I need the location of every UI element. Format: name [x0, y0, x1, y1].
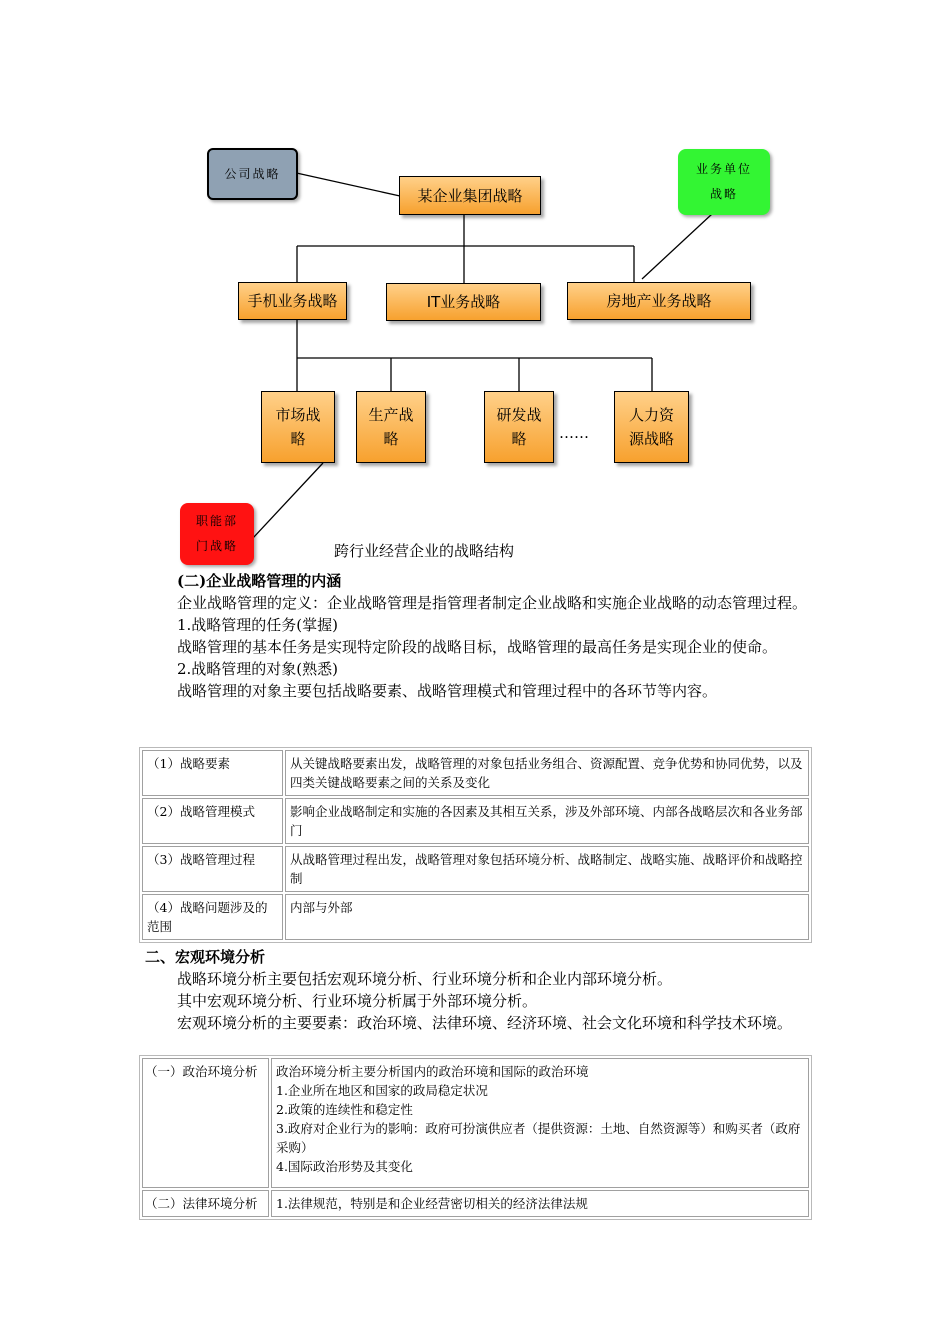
row-label: （3）战略管理过程: [142, 846, 283, 892]
row-label: （1）战略要素: [142, 750, 283, 796]
definition-paragraph: 企业战略管理的定义：企业战略管理是指管理者制定企业战略和实施企业战略的动态管理过程。: [177, 594, 808, 612]
paragraph: 宏观环境分析的主要要素：政治环境、法律环境、经济环境、社会文化环境和科学技术环境。: [177, 1014, 793, 1032]
production-strategy-box: 生产战 略: [356, 391, 426, 463]
row-text: 影响企业战略制定和实施的各因素及其相互关系，涉及外部环境、内部各战略层次和各业务部门: [285, 798, 809, 844]
it-business-strategy-box: IT业务战略: [386, 283, 541, 321]
table-row: [142, 846, 809, 892]
task-paragraph: 战略管理的基本任务是实现特定阶段的战略目标，战略管理的最高任务是实现企业的使命。: [177, 638, 778, 656]
macro-environment-section: [145, 946, 810, 1034]
line: 3.政府对企业行为的影响：政府可扮演供应者（提供资源：土地、自然资源等）和购买者（政府采购）: [276, 1121, 801, 1155]
table-row: [142, 1190, 809, 1217]
hr-strategy-box: 人力资 源战略: [614, 391, 689, 463]
diagram-caption: 跨行业经营企业的战略结构: [334, 542, 515, 560]
group-strategy-box: 某企业集团战略: [399, 176, 541, 215]
line: 政治环境分析主要分析国内的政治环境和国际的政治环境: [276, 1064, 589, 1079]
table-row: [142, 1058, 809, 1188]
row-label: （一）政治环境分析: [142, 1058, 269, 1188]
row-text: [271, 1058, 809, 1188]
ellipsis: ……: [559, 424, 589, 442]
row-text: 从关键战略要素出发，战略管理的对象包括业务组合、资源配置、竞争优势和协同优势，以及四类关键战略要素之间的关系及变化: [285, 750, 809, 796]
table-row: [142, 750, 809, 796]
line: 4.国际政治形势及其变化: [276, 1159, 413, 1174]
marketing-strategy-box: 市场战 略: [261, 391, 335, 463]
object-title: 2.战略管理的对象(熟悉): [177, 660, 339, 678]
row-text: 1.法律规范，特别是和企业经营密切相关的经济法律法规: [271, 1190, 809, 1217]
macro-environment-table: [139, 1055, 812, 1220]
corporate-strategy-note: 公司战略: [207, 148, 298, 200]
rd-strategy-box: 研发战 略: [484, 391, 554, 463]
object-paragraph: 战略管理的对象主要包括战略要素、战略管理模式和管理过程中的各环节等内容。: [177, 682, 718, 700]
management-object-table: [139, 747, 812, 943]
row-text: 内部与外部: [285, 894, 809, 940]
real-estate-strategy-box: 房地产业务战略: [567, 282, 751, 320]
task-title: 1.战略管理的任务(掌握): [177, 616, 339, 634]
functional-strategy-note: 职能部 门战略: [180, 503, 254, 565]
table-row: [142, 894, 809, 940]
line: 1.企业所在地区和国家的政局稳定状况: [276, 1083, 488, 1098]
line: 2.政策的连续性和稳定性: [276, 1102, 413, 1117]
row-label: （2）战略管理模式: [142, 798, 283, 844]
section-heading: (二)企业战略管理的内涵: [177, 572, 342, 590]
paragraph: 其中宏观环境分析、行业环境分析属于外部环境分析。: [177, 992, 538, 1010]
row-label: （4）战略问题涉及的范围: [142, 894, 283, 940]
mobile-business-strategy-box: 手机业务战略: [238, 282, 347, 320]
strategy-structure-diagram: [0, 0, 950, 570]
strategy-management-section: [145, 570, 810, 702]
table-row: [142, 798, 809, 844]
row-text: 从战略管理过程出发，战略管理对象包括环境分析、战略制定、战略实施、战略评价和战略控制: [285, 846, 809, 892]
section-heading: 二、宏观环境分析: [145, 948, 266, 966]
row-label: （二）法律环境分析: [142, 1190, 269, 1217]
business-unit-strategy-note: 业务单位 战略: [678, 149, 770, 215]
paragraph: 战略环境分析主要包括宏观环境分析、行业环境分析和企业内部环境分析。: [177, 970, 673, 988]
